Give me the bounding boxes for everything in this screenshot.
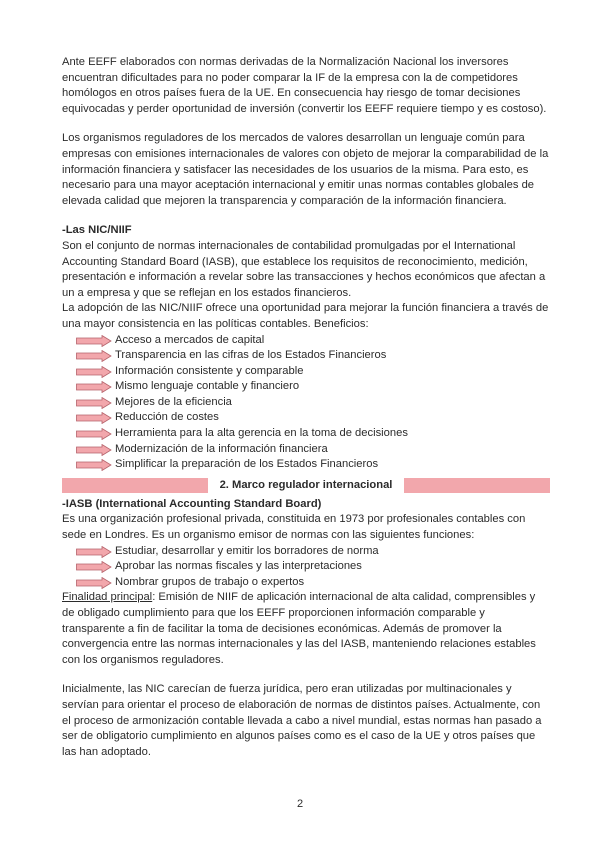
- functions-list: [76, 544, 550, 591]
- list-item: [76, 426, 550, 442]
- list-item: [76, 442, 550, 458]
- benefit-label: Transparencia en las cifras de los Estados Financieros: [115, 349, 387, 362]
- function-label: Nombrar grupos de trabajo o expertos: [115, 575, 305, 588]
- finalidad-text: : Emisión de NIIF de aplicación internacional de alta calidad, comprensibles y de obligado cumplimiento para que los EEFF proporcionen información comparable y transparente a fin de facilitar la toma de decisiones económicas. Además de promover la convergencia entre las normas internacionales y las del IASB, manteniendo relaciones estables con los organismos reguladores.: [62, 591, 536, 666]
- document-page: [62, 55, 550, 760]
- iasb-heading: -IASB (International Accounting Standard Board): [62, 497, 322, 510]
- benefit-label: Reducción de costes: [115, 411, 219, 424]
- arrow-right-icon: [76, 350, 112, 362]
- iasb-description: Es una organización profesional privada, constituida en 1973 por profesionales contables con sede en Londres. Es un organismo emisor de normas con las siguientes funciones:: [62, 513, 526, 542]
- benefit-label: Información consistente y comparable: [115, 364, 304, 377]
- list-item: [76, 364, 550, 380]
- benefit-label: Modernización de la información financiera: [115, 442, 328, 455]
- benefit-label: Mismo lenguaje contable y financiero: [115, 380, 300, 393]
- page-number: 2: [296, 798, 304, 810]
- iasb-history-paragraph: Inicialmente, las NIC carecían de fuerza jurídica, pero eran utilizadas por multinacionales y servían para orientar el proceso de elaboración de normas de distintos países. Actualmente, con el proceso de armonización contable llevada a cabo a nivel mundial, estas normas han pasado a ser de obligatorio cumplimiento en algunos países como es el caso de la UE y otros países que las han adoptado.: [62, 683, 542, 758]
- arrow-right-icon: [76, 397, 112, 409]
- list-item: [76, 348, 550, 364]
- benefit-label: Acceso a mercados de capital: [115, 333, 265, 346]
- arrow-right-icon: [76, 577, 112, 589]
- nic-heading: -Las NIC/NIIF: [62, 224, 132, 237]
- benefit-label: Simplificar la preparación de los Estados Financieros: [115, 458, 379, 471]
- list-item: [76, 379, 550, 395]
- list-item: [76, 395, 550, 411]
- list-item: [76, 410, 550, 426]
- finalidad-paragraph: [62, 590, 550, 668]
- intro-paragraph-1: Ante EEFF elaborados con normas derivadas de la Normalización Nacional los inversores encuentran dificultades para no poder comparar la IF de la empresa con la de competidores homólogos en otros países fuera de la UE. En consecuencia hay riesgo de tomar decisiones equivocadas y perder oportunidad de inversión (convertir los EEFF requiere tiempo y es costoso).: [62, 56, 547, 115]
- arrow-right-icon: [76, 459, 112, 471]
- benefit-label: Herramienta para la alta gerencia en la toma de decisiones: [115, 427, 408, 440]
- arrow-right-icon: [76, 335, 112, 347]
- section-2-title: 2. Marco regulador internacional: [208, 478, 405, 493]
- nic-adoption: La adopción de las NIC/NIIF ofrece una oportunidad para mejorar la función financiera a través de una mayor consistencia en las políticas contables. Beneficios:: [62, 302, 549, 330]
- finalidad-label: Finalidad principal: [62, 591, 153, 604]
- section-2-banner: [62, 478, 550, 493]
- arrow-right-icon: [76, 412, 112, 424]
- list-item: [76, 575, 550, 591]
- function-label: Estudiar, desarrollar y emitir los borradores de norma: [115, 544, 379, 557]
- list-item: [76, 333, 550, 349]
- intro-paragraph-2: Los organismos reguladores de los mercados de valores desarrollan un lenguaje común para empresas con emisiones internacionales de valores con objeto de mejorar la comparabilidad de la información financiera y satisfacer las necesidades de los usuarios de la misma. Para esto, es necesario para una mayor aceptación internacional y emitir unas normas contables globales de elevada calidad que mejoren la transparencia y comparación de la información financiera.: [62, 132, 549, 207]
- list-item: [76, 544, 550, 560]
- arrow-right-icon: [76, 428, 112, 440]
- arrow-right-icon: [76, 366, 112, 378]
- arrow-right-icon: [76, 444, 112, 456]
- arrow-right-icon: [76, 561, 112, 573]
- benefits-list: [76, 333, 550, 473]
- benefit-label: Mejores de la eficiencia: [115, 395, 232, 408]
- function-label: Aprobar las normas fiscales y las interpretaciones: [115, 560, 362, 573]
- arrow-right-icon: [76, 381, 112, 393]
- arrow-right-icon: [76, 546, 112, 558]
- nic-definition: Son el conjunto de normas internacionales de contabilidad promulgadas por el International Accounting Standard Board (IASB), que establece los requisitos de reconocimiento, medición, presentación e información a revelar sobre las transacciones y hechos económicos que afectan a un a empresa y que se reflejan en los estados financieros.: [62, 239, 546, 299]
- list-item: [76, 559, 550, 575]
- list-item: [76, 457, 550, 473]
